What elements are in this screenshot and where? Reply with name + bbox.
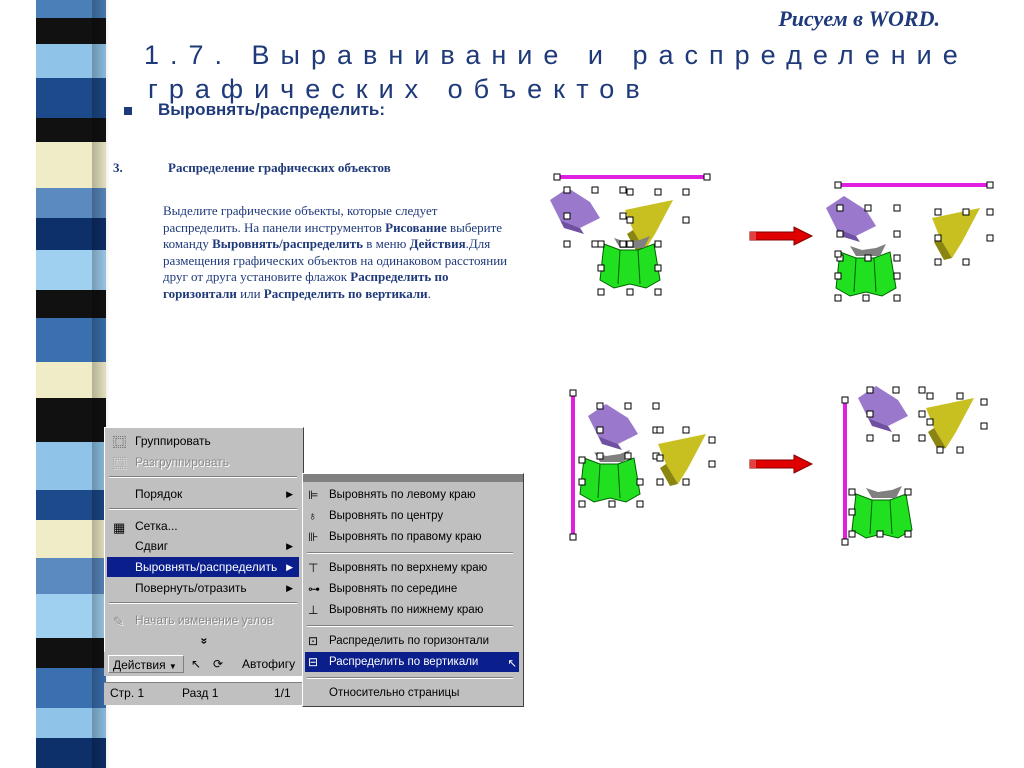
transform-arrow-icon [750,455,812,473]
body-text-6: . [427,285,431,301]
menu-item-label: Начать изменение узлов [135,613,274,627]
submenu-arrow-icon: ▶ [286,562,293,572]
body-text-5: или [236,285,264,301]
submenu-arrow-icon: ▶ [286,583,293,593]
example-after-horizontal [826,182,993,301]
body-text-1: Выделите графические объекты, которые следует распределить. На панели инструментов [163,203,438,235]
ungroup-icon: ⿴ [113,456,127,471]
edit-points-icon: ✎ [113,614,124,629]
align-middle-icon: ⊶ [308,582,320,596]
expand-chevron-icon: » [197,637,212,645]
olive-shape [932,208,980,260]
purple-shape [550,188,600,234]
menu-item-label: Порядок [135,487,183,501]
green-shape [836,244,896,296]
align-left-icon: ⊫ [308,488,319,502]
slide-header: Рисуем в WORD. [778,6,940,31]
actions-button-label: Действия [113,658,166,672]
submenu-arrow-icon: ▶ [286,489,293,499]
align-right-icon: ⊪ [308,530,319,544]
submenu-item-label: Выровнять по середине [329,583,458,595]
submenu-item-label: Относительно страницы [329,687,460,699]
submenu-item-label: Выровнять по верхнему краю [329,562,488,574]
body-bold-2: Выровнять/распределить [212,236,363,252]
align-top-icon: ⊤ [308,561,319,575]
status-pages: 1/1 [274,686,291,700]
submenu-item-label: Выровнять по центру [329,510,444,522]
submenu-item-label: Распределить по горизонтали [329,635,490,647]
menu-item-label: Группировать [135,434,211,448]
purple-shape [588,404,638,450]
body-text-4: .Для размещения графических объектов на одинаковом расстоянии друг от друга установите флажок [163,236,508,285]
status-page: Стр. 1 [110,686,145,700]
body-bold-1: Рисование [385,219,447,235]
group-icon: ⿴ [113,435,127,450]
slide-title-line2: графических объектов [148,74,651,104]
dropdown-arrow-icon: ▼ [168,662,177,671]
slide-title-line1: 1.7. Выравнивание и распределение [144,40,969,70]
align-bottom-icon: ⊥ [308,603,319,617]
distribute-horizontal-icon: ⊡ [308,634,319,648]
bullet-text: Выровнять/распределить: [158,100,386,119]
autoshapes-label: Автофигу [242,657,296,671]
menu-item-label: Сетка... [135,519,178,533]
select-objects-icon[interactable]: ↖ [190,657,202,671]
menu-item-label: Повернуть/отразить [135,581,247,595]
purple-shape [826,196,876,242]
body-bold-4: Распределить по горизонтали [163,269,449,301]
align-center-icon: ♁ [308,509,317,523]
submenu-item-label: Распределить по вертикали [329,656,479,668]
green-shape [852,486,912,538]
transform-arrow-icon [750,227,812,245]
status-section: Разд 1 [182,686,219,700]
menu-item-label: Разгруппировать [135,455,230,469]
example-before-vertical [570,390,715,540]
purple-shape [858,386,908,432]
body-bold-5: Распределить по вертикали [263,285,428,301]
submenu-item-label: Выровнять по правому краю [329,531,482,543]
distribute-vertical-icon: ⊟ [308,655,319,669]
point-number: 3. [113,160,123,175]
submenu-item-label: Выровнять по нижнему краю [329,604,484,616]
submenu-arrow-icon: ▶ [286,541,293,551]
olive-shape [658,434,706,486]
mouse-cursor-icon: ↖ [507,658,517,670]
menu-item-label: Выровнять/распределить [135,560,278,574]
menu-item-label: Сдвиг [135,539,169,553]
body-bold-3: Действия [409,236,466,252]
free-rotate-icon[interactable]: ⟳ [212,657,224,671]
example-before-horizontal [550,174,710,295]
body-text-3: в меню [363,236,410,252]
body-text-2: выберите команду [163,219,503,252]
submenu-item-label: Выровнять по левому краю [329,489,476,501]
example-after-vertical [842,386,987,545]
grid-icon: ▦ [113,520,126,535]
point-title: Распределение графических объектов [168,160,391,175]
